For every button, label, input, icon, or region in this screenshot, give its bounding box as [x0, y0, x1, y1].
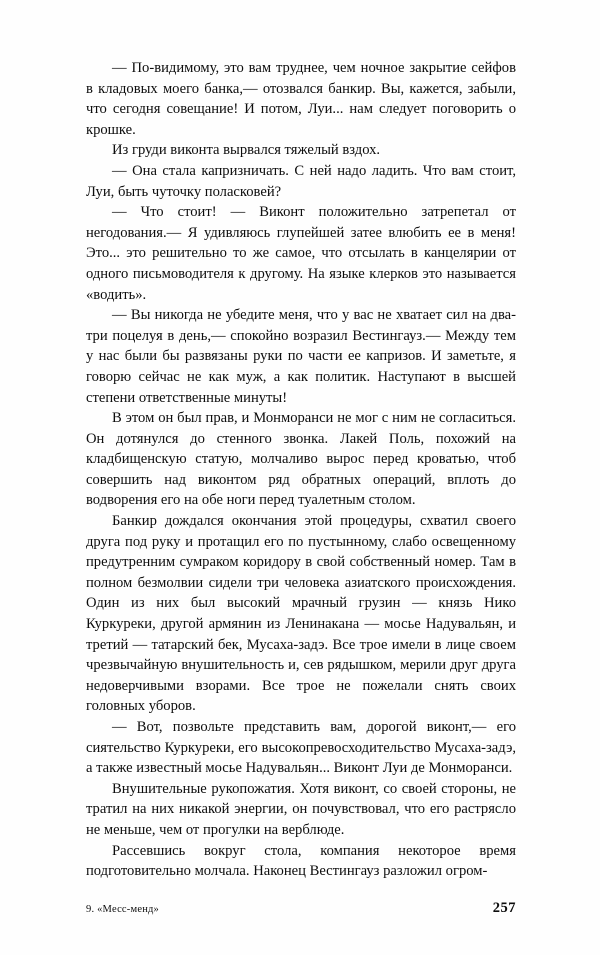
page-number: 257	[492, 900, 516, 916]
paragraph: Из груди виконта вырвался тяжелый вздох.	[112, 142, 381, 159]
paragraph: В этом он был прав, и Монморанси не мог с ним не согласиться. Он дотянулся до стенного звонка. Лакей Поль, похожий на кладбищенскую статую, молчаливо вырос перед кроватью, чтоб совершить над виконтом ряд обратных операций, вплоть до водворения его на обе ноги перед туалетным столом.	[86, 410, 516, 509]
paragraph: Внушительные рукопожатия. Хотя виконт, со своей стороны, не тратил на них никакой энергии, он почувствовал, что его растрясло не меньше, чем от прогулки на верблюде.	[86, 780, 516, 838]
paragraph: — Вот, позвольте представить вам, дорогой виконт,— его сиятельство Куркуреки, его высокопревосходительство Мусаха-задэ, а также известный мосье Надувальян... Виконт Луи де Монморанси.	[86, 719, 516, 777]
paragraph: — Вы никогда не убедите меня, что у вас не хватает сил на два-три поцелуя в день,— спокойно возразил Вестингауз.— Между тем у нас были бы развязаны руки по части ее капризов. И заметьте, я говорю сейчас не как муж, а как политик. Наступают в высшей степени ответственные минуты!	[86, 307, 516, 406]
paragraph: — Она стала капризничать. С ней надо ладить. Что вам стоит, Луи, быть чуточку поласковей?	[86, 162, 516, 200]
page-footer	[86, 900, 516, 917]
paragraph: — По-видимому, это вам труднее, чем ночное закрытие сейфов в кладовых моего банка,— отозвался банкир. Вы, кажется, забыли, что сегодня совещание! И потом, Луи... нам следует поговорить о крошке.	[86, 60, 516, 138]
paragraph: Банкир дождался окончания этой процедуры, схватил своего друга под руку и протащил его по пустынному, слабо освещенному предутренним сумраком коридору в свой собственный номер. Там в полном безмолвии сидели три человека азиатского происхождения. Один из них был высокий мрачный грузин — князь Нико Куркуреки, другой армянин из Ленинакана — мосье Надувальян, и третий — татарский бек, Мусаха-задэ. Все трое имели в лице своем чрезвычайную внушительность и, сев рядышком, мерили друг друга недоверчивыми взорами. Все трое не пожелали снять своих головных уборов.	[86, 513, 516, 715]
paragraph: — Что стоит! — Виконт положительно затрепетал от негодования.— Я удивляюсь глупейшей затее влюбить ее в меня! Это... это решительно то же самое, что отсылать в канцелярии от одного письмоводителя к другому. На языке клерков это называется «водить».	[86, 204, 516, 303]
running-note: 9. «Месс-менд»	[86, 904, 160, 915]
paragraph: Рассевшись вокруг стола, компания некоторое время подготовительно молчала. Наконец Вестингауз разложил огром-	[86, 842, 516, 880]
page-text-column	[86, 58, 516, 882]
